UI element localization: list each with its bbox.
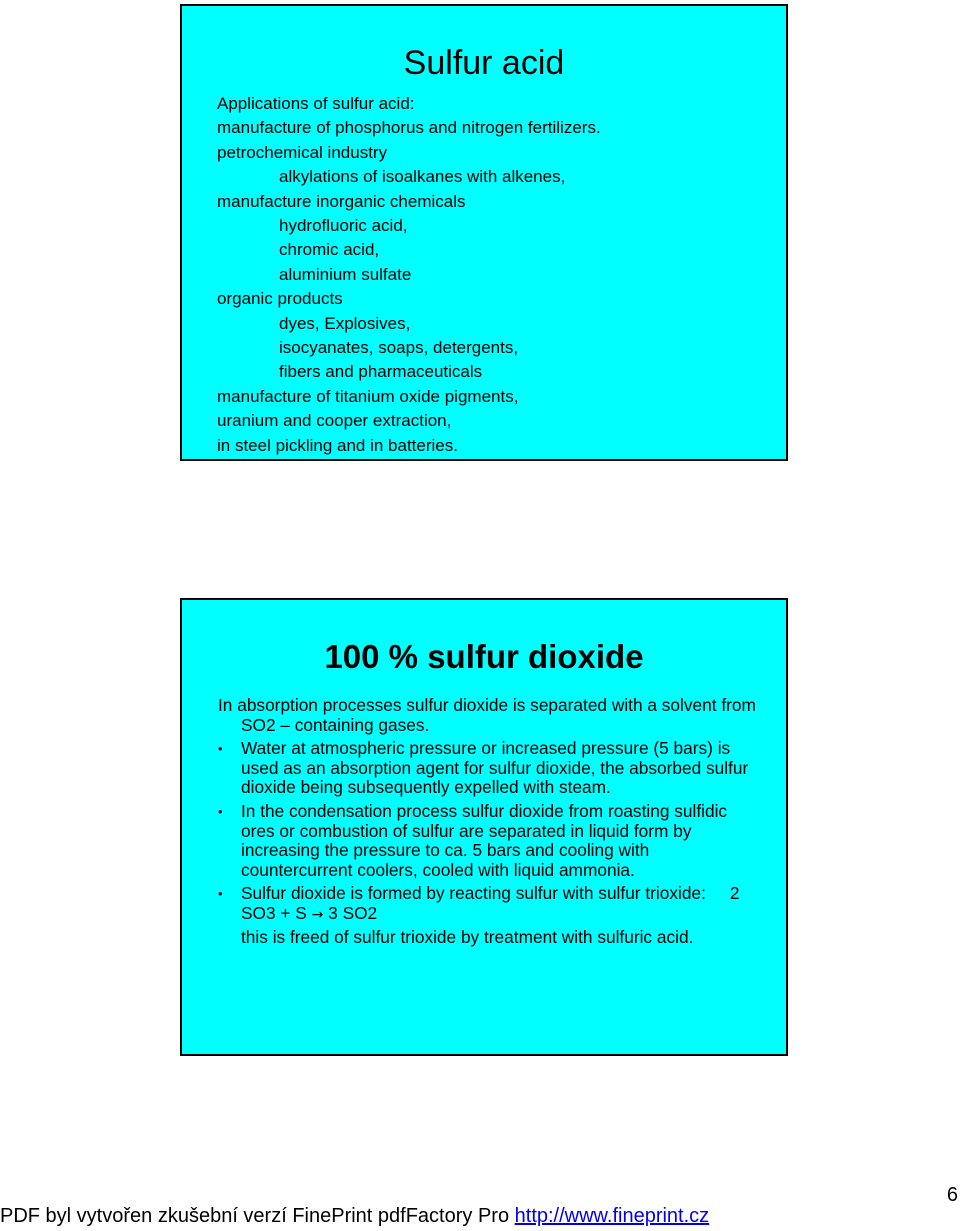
equation-left: 2 SO3 + S (241, 883, 740, 923)
footer-watermark (0, 1205, 709, 1228)
bullet-icon: • (218, 886, 223, 902)
applications-list (217, 92, 601, 458)
bullet-item (218, 884, 758, 925)
slide-sulfur-dioxide (180, 598, 788, 1056)
intro-text: In absorption processes sulfur dioxide is separated with a solvent from SO2 – containing gases. (218, 695, 756, 735)
list-item: dyes, Explosives, (279, 313, 411, 333)
list-item: organic products (217, 289, 343, 309)
footer-text: PDF byl vytvořen zkušební verzí FinePrint pdfFactory Pro (0, 1205, 510, 1227)
list-item: fibers and pharmaceuticals (279, 362, 483, 382)
list-item: petrochemical industry (217, 142, 388, 162)
list-item: alkylations of isoalkanes with alkenes, (279, 167, 566, 187)
slide-sulfur-acid (180, 4, 788, 461)
bullet-item (218, 802, 758, 880)
list-item: manufacture of titanium oxide pigments, (217, 386, 519, 406)
page-number: 6 (946, 1184, 958, 1206)
slide-title: Sulfur acid (403, 44, 565, 82)
bullet-text: Water at atmospheric pressure or increased pressure (5 bars) is used as an absorption agent for sulfur dioxide, the absorbed sulfur dioxide being subsequently expelled with steam. (241, 738, 749, 798)
bullet-icon: • (218, 803, 223, 819)
equation-right: 3 SO2 (328, 902, 378, 923)
list-item: in steel pickling and in batteries. (217, 435, 458, 455)
list-item: manufacture inorganic chemicals (217, 191, 466, 211)
list-item: hydrofluoric acid, (279, 216, 408, 236)
bullet-text: In the condensation process sulfur dioxide from roasting sulfidic ores or combustion of sulfur are separated in liquid form by increasing the pressure to ca. 5 bars and cooling with countercurrent coolers, cooled with liquid ammonia. (241, 800, 728, 880)
fineprint-link[interactable]: http://www.fineprint.cz (514, 1205, 710, 1227)
continuation-text: this is freed of sulfur trioxide by treatment with sulfuric acid. (241, 926, 694, 947)
list-item: aluminium sulfate (279, 264, 412, 284)
bullet-text: Sulfur dioxide is formed by reacting sulfur with sulfur trioxide: (241, 883, 706, 904)
arrow-right-icon: → (311, 906, 324, 923)
slide-body (218, 696, 758, 951)
list-item: uranium and cooper extraction, (217, 411, 452, 431)
list-item: chromic acid, (279, 240, 380, 260)
bullet-item (218, 739, 758, 798)
bullet-icon: • (218, 741, 223, 757)
list-item: manufacture of phosphorus and nitrogen fertilizers. (217, 118, 601, 138)
list-item: Applications of sulfur acid: (217, 94, 415, 113)
list-item: isocyanates, soaps, detergents, (279, 338, 519, 358)
slide-title: 100 % sulfur dioxide (324, 638, 644, 675)
continuation-paragraph (218, 928, 758, 948)
intro-paragraph (218, 696, 758, 735)
